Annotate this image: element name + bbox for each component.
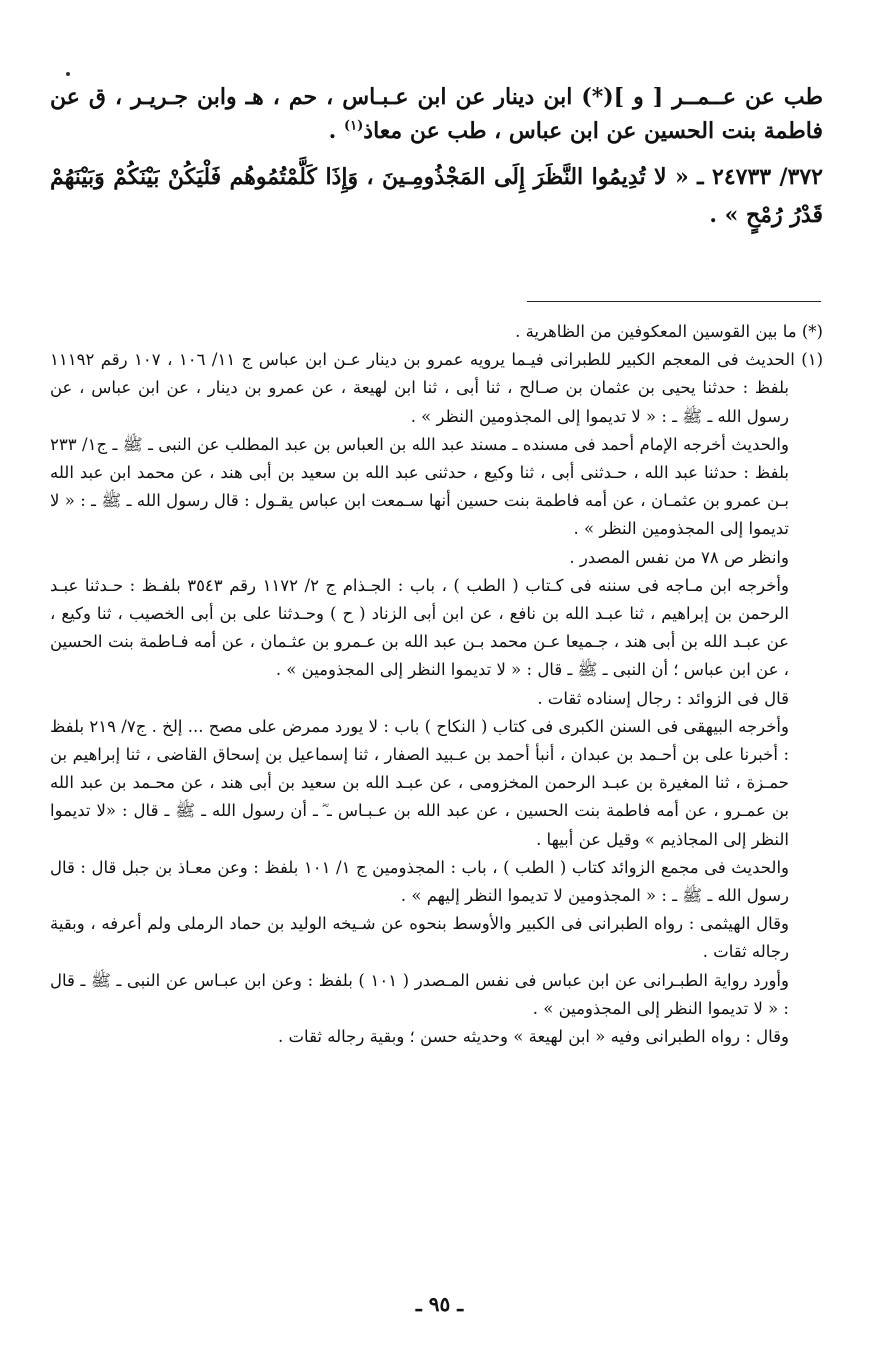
footnote-1-see-also: وانظر ص ٧٨ من نفس المصدر .: [569, 547, 789, 567]
source-line: [50, 80, 823, 148]
footnote-1-majma: والحديث فى مجمع الزوائد كتاب ( الطب ) ، باب : المجذومين ج ١/ ١٠١ بلفظ : وعن معـاذ بن جبل قال : قال رسول الله ـ ﷺ ـ : « المجذومين لا تديموا النظر إليهم » .: [50, 857, 789, 906]
footnote-1-ibn-majah: وأخرجه ابن مـاجه فى سننه فى كـتاب ( الطب ) ، باب : الجـذام ج ٢/ ١١٧٢ رقم ٣٥٤٣ بلفـظ : حـدثنا عبـد الرحمن بن إبراهيم ، ثنا عبـد الله بن نافع ، عن ابن أبى الزناد ( ح ) وحـدثنا على بن أبى الخصيب ، ثنا وكيع ، عن عبـد الله بن أبى هند ، جـميعا عـن محمد بـن عبد الله بن عـمرو بن عثـمان ، عن أمه فـاطمة بنت الحسين ، عن ابن عباس ؛ أن النبى ـ ﷺ ـ قال : « لا تديموا النظر إلى المجذومين » .: [50, 575, 789, 680]
footnote-1-zawaid: قال فى الزوائد : رجال إسناده ثقات .: [537, 688, 789, 708]
margin-dot: [66, 72, 70, 76]
footnote-star: (*) ما بين القوسين المعكوفين من الظاهرية .: [515, 322, 823, 341]
footnote-1-tabarani: وأورد رواية الطبـرانى عن ابن عباس فى نفس المـصدر ( ١٠١ ) بلفظ : وعن ابن عبـاس عن النبى ـ ﷺ ـ قال : « لا تديموا النظر إلى المجذومين » .: [50, 970, 789, 1018]
source-text: طب عن عــمــر [ و ](*) ابن دينار عن ابن عـبـاس ، حم ، هـ وابن جـريـر ، ق عن فاطمة بنت الحسين عن ابن عباس ، طب عن معاذ: [50, 84, 823, 144]
footnote-ref: (١): [343, 118, 364, 134]
footnote-1-haythami: وقال الهيثمى : رواه الطبرانى فى الكبير والأوسط بنحوه عن شـيخه الوليد بن حماد الرملى ولم أعرفه ، وبقية رجاله ثقات .: [50, 914, 789, 962]
footnote-divider: [527, 301, 821, 302]
footnotes: [50, 318, 823, 1051]
source-end: .: [328, 118, 344, 144]
main-text: [50, 80, 823, 234]
page-number: ـ ٩٥ ـ: [415, 1292, 464, 1316]
footnote-1-ahmad: والحديث أخرجه الإمام أحمد فى مسنده ـ مسند عبد الله بن العباس بن عبد المطلب عن النبى ـ ﷺ ـ ج١/ ٢٣٣ بلفظ : حدثنا عبد الله ، حـدثنى أبى ، ثنا وكيع ، حدثنى عبد الله بن سعيد بن أبى هند ، عن محمد ابن عبد الله بـن عمرو بن عثمـان ، عن أمه فاطمة بنت حسين أنها سـمعت ابن عباس يقـول : قال رسول الله ـ ﷺ ـ : « لا تديموا إلى المجذومين النظر » .: [50, 434, 789, 539]
hadith-text: ٣٧٢/ ٢٤٧٣٣ ـ « لا تُدِيمُوا النَّظَرَ إِلَى المَجْذُومِـينَ ، وَإِذَا كَلَّمْتُمُوهُم فَلْيَكُنْ بَيْنَكُمْ وَبَيْنَهُمْ قَدْرُ رُمْحٍ » .: [50, 164, 823, 228]
footnote-1-bayhaqi: وأخرجه البيهقى فى السنن الكبرى فى كتاب ( النكاح ) باب : لا يورد ممرض على مصح ... إلخ . ج٧/ ٢١٩ بلفظ : أخبرنا على بن أحـمد بن عبدان ، أنبأ أحمد بن عـبيد الصفار ، ثنا إسماعيل بن إسحاق القاضى ، ثنا إبراهيم بن حمـزة ، ثنا المغيرة بن عبـد الرحمن المخزومى ، عن عبـد الله بن سعيد بن أبى هند ، عن محـمد بن عبد الله بن عمـرو ، عن أمه فاطمة بنت الحسين ، عن عبد الله بن عـبـاس ـ ؓ ـ أن رسول الله ـ ﷺ ـ قال : «لا تديموا النظر إلى المجاذيم » وقيل عن أبيها .: [50, 716, 789, 849]
footnote-1-intro: (١) الحديث فى المعجم الكبير للطبرانى فيـما يرويه عمرو بن دينار عـن ابن عباس ج ١١/ ١٠٦ ، ١٠٧ رقم ١١١٩٢ بلفظ : حدثنا يحيى بن عثمان بن صـالح ، ثنا أبى ، ثنا ابن لهيعة ، عن عمرو بن دينار ، عن ابن عباس ، عن رسول الله ـ ﷺ ـ : « لا تديموا إلى المجذومين النظر » .: [50, 350, 824, 426]
footnote-1-closing: وقال : رواه الطبرانى وفيه « ابن لهيعة » وحديثه حسن ؛ وبقية رجاله ثقات .: [278, 1027, 789, 1047]
